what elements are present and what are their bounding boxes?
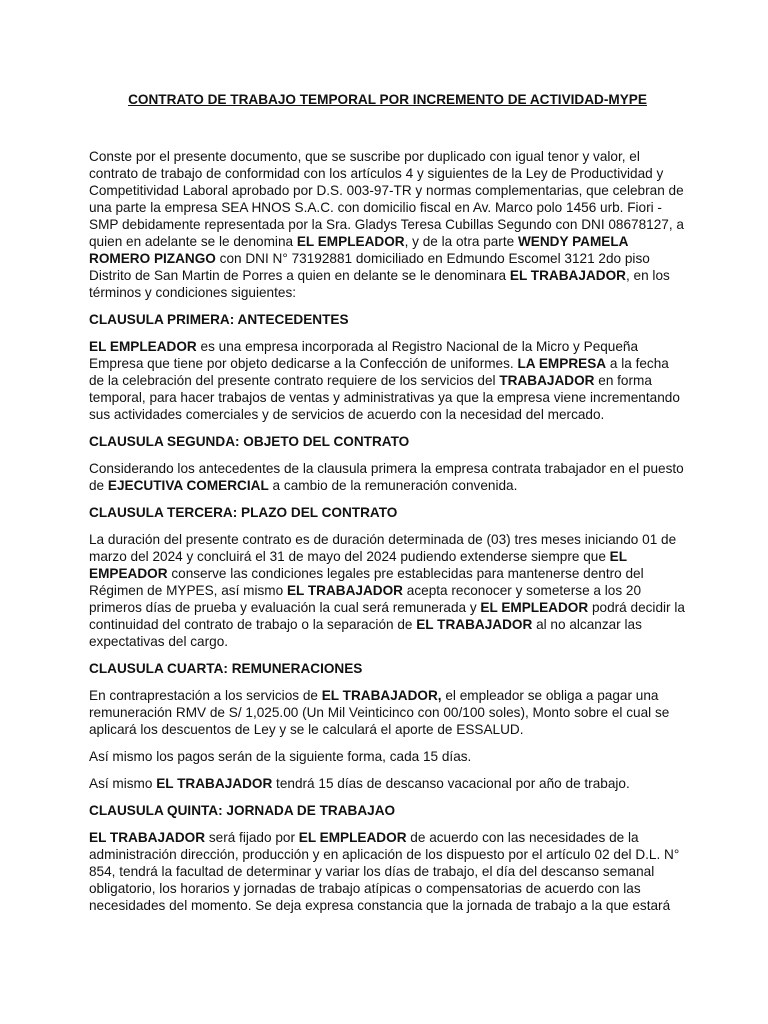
c4-p1-text-2: el empleador se obliga a pagar una remuneración RMV de S/ 1,025.00 (Un Mil Veinticinco con 00/100 soles), Monto sobre el cual se aplicará los descuentos de Ley y se le calculará el aporte de ESSALUD. [89,688,670,737]
c3-text-3: acepta reconocer y someterse a los 20 primeros días de prueba y evaluación la cual será remunerada y [89,583,642,615]
c2-bold-1: EJECUTIVA COMERCIAL [107,478,269,493]
c5-text-2: de acuerdo con las necesidades de la administración dirección, producción y en aplicación de los dispuesto por el artículo 02 del D.L. N° 854, tendrá la facultad de determinar y variar los días de trabajo, el día del descanso semanal obligatorio, los horarios y jornadas de trabajo atípicas o compensatorias de acuerdo con las necesidades del momento. Se deja expresa constancia que la jornada de trabajo a la que estará [89,830,680,913]
clausula-quinta-paragraph [89,829,686,914]
c2-text-1: Considerando los antecedentes de la clausula primera la empresa contrata trabajador en el puesto de [89,461,684,493]
c3-text-1: La duración del presente contrato es de duración determinada de (03) tres meses iniciando 01 de marzo del 2024 y concluirá el 31 de mayo del 2024 pudiendo extenderse siempre que [89,532,677,564]
c3-bold-4: EL TRABAJADOR [416,617,533,632]
c3-bold-2: EL TRABAJADOR [286,583,403,598]
c3-bold-1: EL EMPEADOR [89,549,627,581]
c3-text-5: al no alcanzar las expectativas del cargo. [89,617,642,649]
intro-text-1: Conste por el presente documento, que se suscribe por duplicado con igual tenor y valor, el contrato de trabajo de conformidad con los artículos 4 y siguientes de la Ley de Productividad y Competitividad Laboral aprobado por D.S. 003-97-TR y normas complementarias, que celebran de una parte la empresa SEA HNOS S.A.C. con domicilio fiscal en Av. Marco polo 1456 urb. Fiori -SMP debidamente representada por la Sra. Gladys Teresa Cubillas Segundo con DNI 08678127, a quien en adelante se le denomina [89,149,684,249]
c4-p3-bold-1: EL TRABAJADOR [156,776,273,791]
intro-text-3: con DNI N° 73192881 domiciliado en Edmundo Escomel 3121 2do piso Distrito de San Martin de Porres a quien en delante se le denominara [89,251,650,283]
c4-p3-text-1: Así mismo [89,776,157,791]
intro-text-4: , en los términos y condiciones siguientes: [89,268,670,300]
intro-text-2: , y de la otra parte [404,234,518,249]
intro-paragraph [89,148,686,301]
clausula-segunda-paragraph [89,460,686,494]
c3-text-4: podrá decidir la continuidad del contrato de trabajo o la separación de [89,600,685,632]
c5-bold-1: EL TRABAJADOR [89,830,206,845]
c3-bold-3: EL EMPLEADOR [480,600,589,615]
clausula-primera-paragraph [89,338,686,423]
c2-text-2: a cambio de la remuneración convenida. [268,478,518,493]
clausula-primera-heading: CLAUSULA PRIMERA: ANTECEDENTES [89,312,349,327]
clausula-cuarta-paragraph-1 [89,687,686,738]
c5-text-1: será fijado por [205,830,299,845]
c5-bold-2: EL EMPLEADOR [298,830,407,845]
c1-bold-2: LA EMPRESA [517,356,607,371]
intro-bold-3: EL TRABAJADOR [509,268,626,283]
intro-bold-2: WENDY PAMELA ROMERO PIZANGO [89,234,628,266]
clausula-cuarta-paragraph-3 [89,775,686,792]
c4-p1-bold-1: EL TRABAJADOR, [321,688,442,703]
c1-text-3: en forma temporal, para hacer trabajos de ventas y administrativas ya que la empresa viene incrementando sus actividades comerciales y de servicios de acuerdo con la necesidad del mercado. [89,373,680,422]
intro-bold-1: EL EMPLEADOR [296,234,405,249]
clausula-tercera-paragraph [89,531,686,650]
c3-text-2: conserve las condiciones legales pre establecidas para mantenerse dentro del Régimen de MYPES, así mismo [89,566,644,598]
c4-p3-text-2: tendrá 15 días de descanso vacacional por año de trabajo. [272,776,630,791]
clausula-cuarta-heading: CLAUSULA CUARTA: REMUNERACIONES [89,661,363,676]
c4-p1-text-1: En contraprestación a los servicios de [89,688,322,703]
clausula-segunda-heading: CLAUSULA SEGUNDA: OBJETO DEL CONTRATO [89,434,410,449]
c1-text-1: es una empresa incorporada al Registro Nacional de la Micro y Pequeña Empresa que tiene por objeto dedicarse a la Confección de uniformes. [89,339,639,371]
c1-text-2: a la fecha de la celebración del presente contrato requiere de los servicios del [89,356,669,388]
document-title: CONTRATO DE TRABAJO TEMPORAL POR INCREMENTO DE ACTIVIDAD-MYPE [128,92,647,107]
c1-bold-3: TRABAJADOR [499,373,595,388]
clausula-cuarta-paragraph-2: Así mismo los pagos serán de la siguiente forma, cada 15 días. [89,749,472,764]
clausula-quinta-heading: CLAUSULA QUINTA: JORNADA DE TRABAJAO [89,803,396,818]
clausula-tercera-heading: CLAUSULA TERCERA: PLAZO DEL CONTRATO [89,505,398,520]
c1-bold-1: EL EMPLEADOR [89,339,197,354]
